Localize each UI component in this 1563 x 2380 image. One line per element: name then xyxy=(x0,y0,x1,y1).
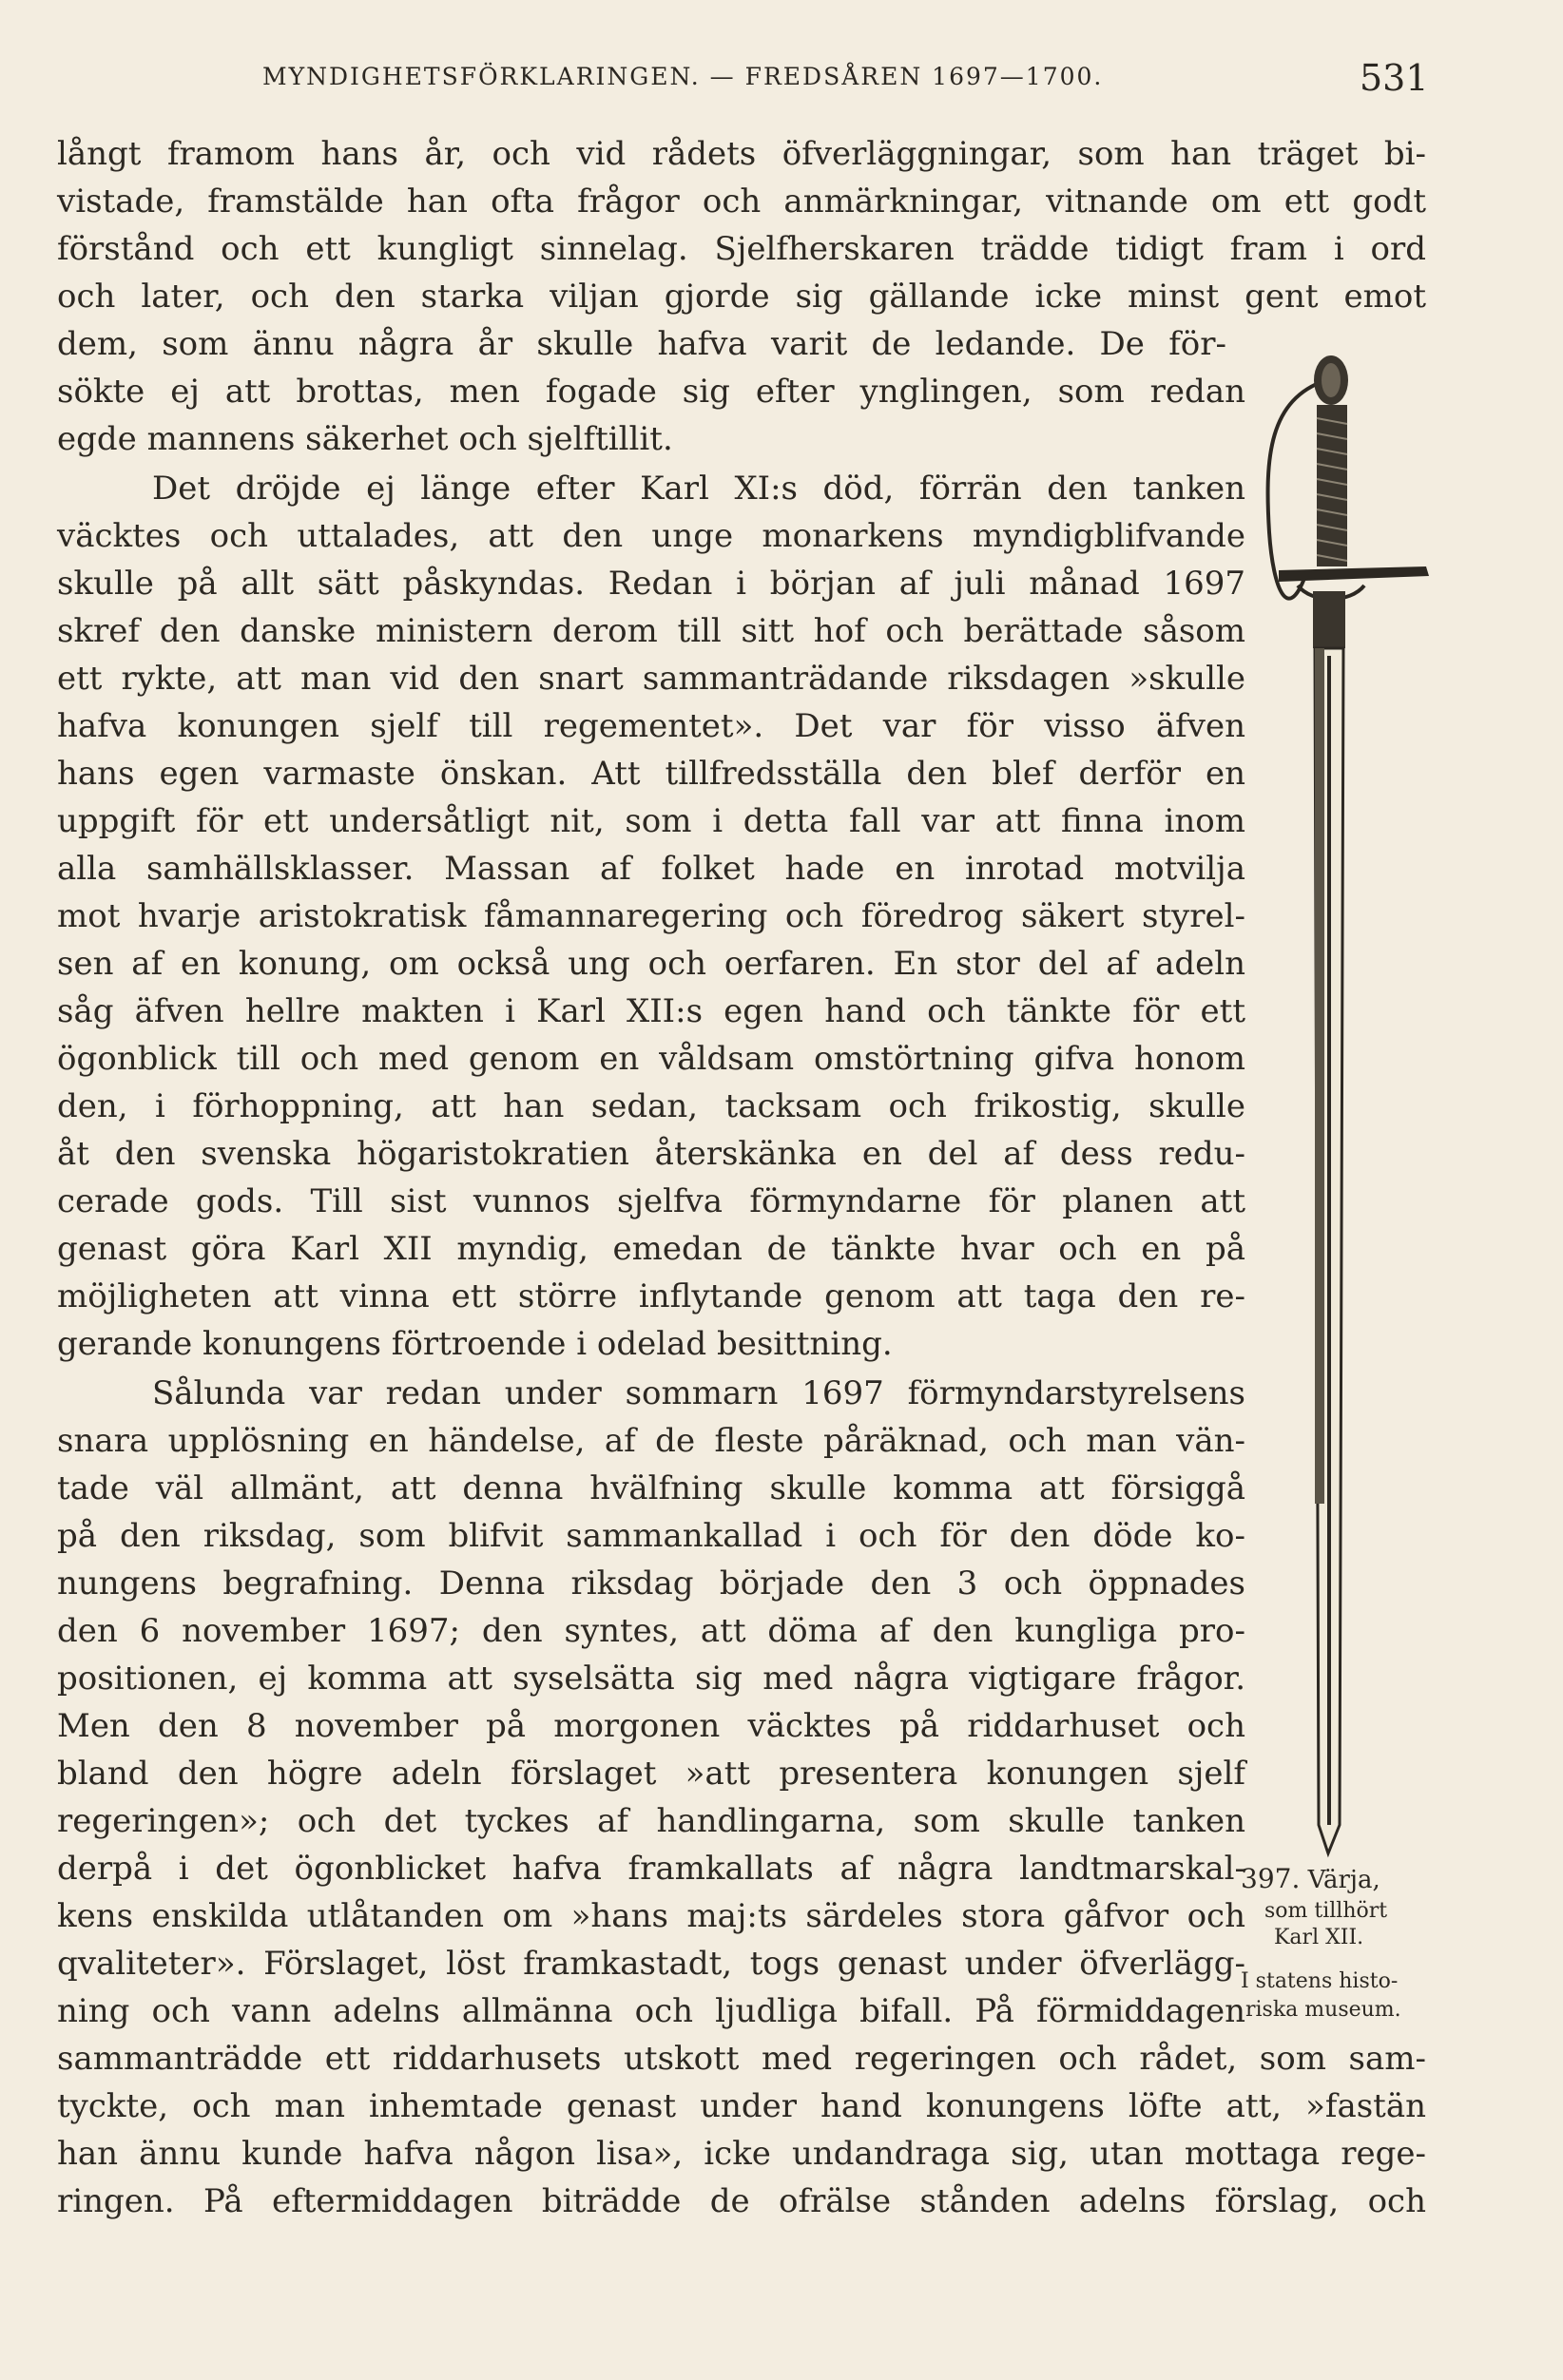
text-line: på den riksdag, som blifvit sammankallad i och för den döde ko- xyxy=(57,1517,1245,1555)
text-line: nungens begrafning. Denna riksdag började den 3 och öppnades xyxy=(57,1564,1245,1603)
text-line: skulle på allt sätt påskyndas. Redan i början af juli månad 1697 xyxy=(57,565,1245,603)
text-line: gerande konungens förtroende i odelad besittning. xyxy=(57,1325,893,1363)
text-line: qvaliteter». Förslaget, löst framkastadt, togs genast under öfverlägg- xyxy=(57,1945,1245,1983)
text-line: åt den svenska högaristokratien återskänka en del af dess redu- xyxy=(57,1135,1245,1173)
text-line: ett rykte, att man vid den snart sammanträdande riksdagen »skulle xyxy=(57,660,1245,698)
text-line: hans egen varmaste önskan. Att tillfredsställa den blef derför en xyxy=(57,755,1245,793)
text-line: han ännu kunde hafva någon lisa», icke undandraga sig, utan mottaga rege- xyxy=(57,2135,1426,2173)
text-line: den, i förhoppning, att han sedan, tacksam och frikostig, skulle xyxy=(57,1087,1245,1125)
text-line: Men den 8 november på morgonen väcktes på riddarhuset och xyxy=(57,1707,1245,1745)
text-line: sen af en konung, om också ung och oerfaren. En stor del af adeln xyxy=(57,945,1245,983)
text-line: Sålunda var redan under sommarn 1697 förmyndarstyrelsens xyxy=(152,1374,1245,1412)
text-line: dem, som ännu några år skulle hafva varit de ledande. De för- xyxy=(57,325,1226,363)
page-number: 531 xyxy=(1360,57,1429,99)
text-line: egde mannens säkerhet och sjelftillit. xyxy=(57,420,673,458)
text-line: den 6 november 1697; den syntes, att döma af den kungliga pro- xyxy=(57,1612,1245,1650)
text-line: förstånd och ett kungligt sinnelag. Sjelfherskaren trädde tidigt fram i ord xyxy=(57,230,1426,268)
text-line: alla samhällsklasser. Massan af folket hade en inrotad motvilja xyxy=(57,850,1245,888)
text-line: hafva konungen sjelf till regementet». Det var för visso äfven xyxy=(57,707,1245,745)
caption-line: Värja, xyxy=(1307,1866,1380,1894)
text-line: bland den högre adeln förslaget »att presentera konungen sjelf xyxy=(57,1755,1245,1793)
text-line: väcktes och uttalades, att den unge monarkens myndigblifvande xyxy=(57,517,1245,555)
text-line: långt framom hans år, och vid rådets öfverläggningar, som han träget bi- xyxy=(57,135,1426,173)
caption-line: riska museum. xyxy=(1245,1998,1401,2022)
text-line: positionen, ej komma att syselsätta sig med några vigtigare frågor. xyxy=(57,1660,1245,1698)
caption-number: 397. xyxy=(1241,1863,1301,1894)
text-line: tyckte, och man inhemtade genast under hand konungens löfte att, »fastän xyxy=(57,2087,1426,2125)
text-line: ringen. På eftermiddagen biträdde de ofrälse stånden adelns förslag, och xyxy=(57,2182,1426,2220)
sword-illustration xyxy=(1260,342,1431,1882)
text-line: snara upplösning en händelse, af de fleste påräknad, och man vän- xyxy=(57,1422,1245,1460)
text-line: möjligheten att vinna ett större inflytande genom att taga den re- xyxy=(57,1277,1245,1315)
text-line: genast göra Karl XII myndig, emedan de tänkte hvar och en på xyxy=(57,1230,1245,1268)
text-line: cerade gods. Till sist vunnos sjelfva förmyndarne för planen att xyxy=(57,1182,1245,1220)
text-line: tade väl allmänt, att denna hvälfning skulle komma att försiggå xyxy=(57,1469,1245,1507)
text-line: skref den danske ministern derom till sitt hof och berättade såsom xyxy=(57,612,1245,650)
running-header: MYNDIGHETSFÖRKLARINGEN. — FREDSÅREN 1697—1700. xyxy=(262,63,1104,90)
caption-line: Karl XII. xyxy=(1274,1926,1364,1949)
figure-caption xyxy=(1241,1865,1380,1894)
text-line: Det dröjde ej länge efter Karl XI:s död, förrän den tanken xyxy=(152,470,1245,508)
text-line: uppgift för ett undersåtligt nit, som i detta fall var att finna inom xyxy=(57,802,1245,840)
text-line: vistade, framstälde han ofta frågor och anmärkningar, vitnande om ett godt xyxy=(57,182,1426,221)
text-line: sammanträdde ett riddarhusets utskott med regeringen och rådet, som sam- xyxy=(57,2040,1426,2078)
text-line: ning och vann adelns allmänna och ljudliga bifall. På förmiddagen xyxy=(57,1992,1245,2030)
text-line: sökte ej att brottas, men fogade sig efter ynglingen, som redan xyxy=(57,373,1245,411)
text-line: mot hvarje aristokratisk fåmannaregering och föredrog säkert styrel- xyxy=(57,897,1245,935)
text-line: ögonblick till och med genom en våldsam omstörtning gifva honom xyxy=(57,1040,1245,1078)
text-line: regeringen»; och det tyckes af handlingarna, som skulle tanken xyxy=(57,1802,1245,1840)
text-line: och later, och den starka viljan gjorde sig gällande icke minst gent emot xyxy=(57,278,1426,316)
caption-line: som tillhört xyxy=(1264,1899,1388,1923)
text-line: kens enskilda utlåtanden om »hans maj:ts särdeles stora gåfvor och xyxy=(57,1897,1245,1935)
caption-line: I statens histo- xyxy=(1241,1969,1399,1993)
text-line: såg äfven hellre makten i Karl XII:s egen hand och tänkte för ett xyxy=(57,992,1245,1030)
text-line: derpå i det ögonblicket hafva framkallats af några landtmarskal- xyxy=(57,1850,1245,1888)
